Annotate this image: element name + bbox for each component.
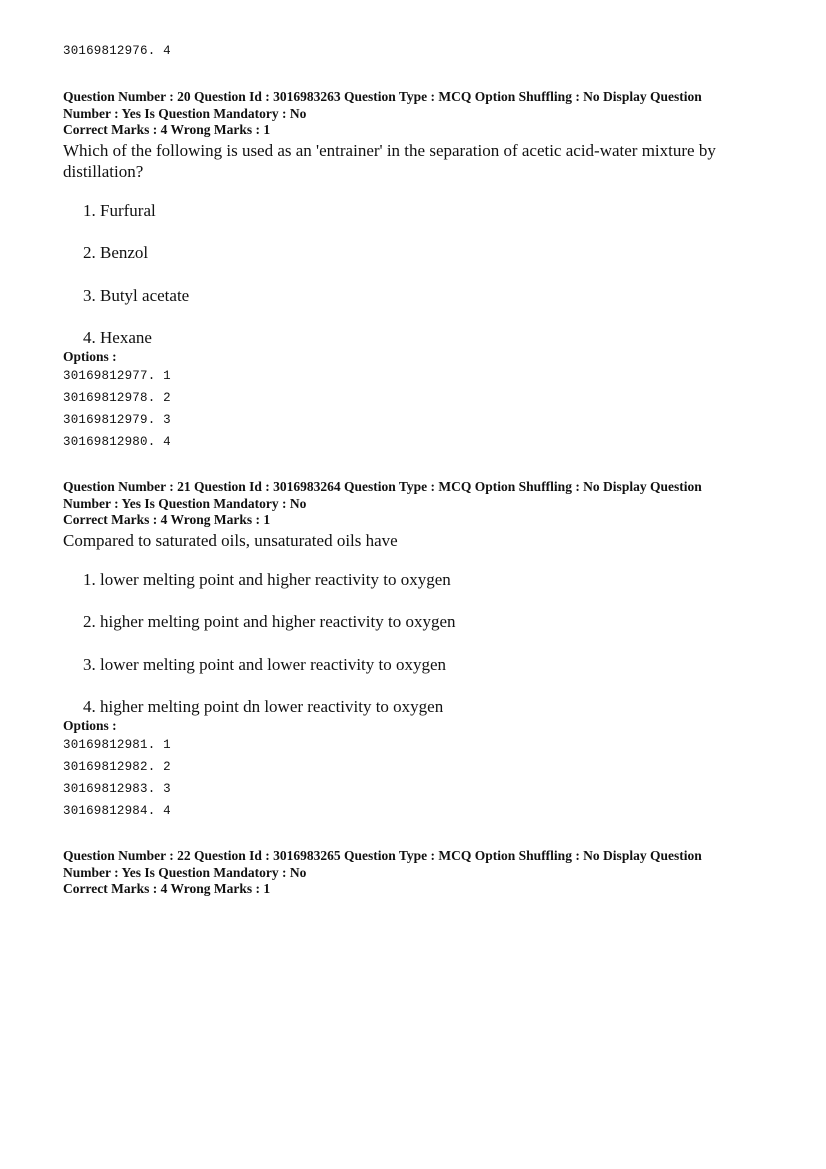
answer-choice-3: 3. Butyl acetate (83, 285, 190, 305)
document-page (63, 40, 783, 898)
question-marks: Correct Marks : 4 Wrong Marks : 1 (63, 122, 271, 137)
options-label: Options : (63, 349, 117, 364)
option-id-line: 30169812978. 2 (63, 391, 171, 405)
answer-choice-3: 3. lower melting point and lower reactivity to oxygen (83, 654, 447, 674)
question-block-22 (63, 848, 783, 898)
options-label: Options : (63, 718, 117, 733)
question-marks: Correct Marks : 4 Wrong Marks : 1 (63, 881, 271, 896)
answer-choice-4: 4. Hexane (83, 328, 152, 347)
answer-choice-4: 4. higher melting point dn lower reactivity to oxygen (83, 697, 444, 716)
option-id-line: 30169812982. 2 (63, 760, 171, 774)
question-marks: Correct Marks : 4 Wrong Marks : 1 (63, 512, 271, 527)
option-id-line: 30169812984. 4 (63, 804, 171, 818)
answer-choice-1: 1. lower melting point and higher reactivity to oxygen (83, 569, 451, 589)
question-meta-line2: Number : Yes Is Question Mandatory : No (63, 105, 307, 121)
answer-choice-1: 1. Furfural (83, 200, 156, 220)
option-id-line: 30169812977. 1 (63, 369, 171, 383)
answer-choice-2: 2. Benzol (83, 243, 149, 262)
option-id-line: 30169812981. 1 (63, 738, 171, 752)
option-id-line: 30169812980. 4 (63, 435, 171, 449)
question-meta-line2: Number : Yes Is Question Mandatory : No (63, 495, 307, 511)
previous-option-line: 30169812976. 4 (63, 44, 171, 58)
option-id-line: 30169812983. 3 (63, 782, 171, 796)
question-block-21 (63, 479, 783, 822)
question-meta-line2: Number : Yes Is Question Mandatory : No (63, 864, 307, 880)
option-id-line: 30169812979. 3 (63, 413, 171, 427)
question-text: Compared to saturated oils, unsaturated oils have (63, 530, 398, 550)
question-block-20 (63, 89, 783, 453)
question-meta-line1: Question Number : 20 Question Id : 3016983263 Question Type : MCQ Option Shuffling : No Display Question (63, 89, 702, 104)
question-text: Which of the following is used as an 'entrainer' in the separation of acetic acid-water mixture by distillation? (63, 140, 716, 181)
question-meta-line1: Question Number : 21 Question Id : 3016983264 Question Type : MCQ Option Shuffling : No Display Question (63, 479, 702, 494)
answer-choice-2: 2. higher melting point and higher reactivity to oxygen (83, 612, 456, 631)
question-meta-line1: Question Number : 22 Question Id : 3016983265 Question Type : MCQ Option Shuffling : No Display Question (63, 848, 702, 863)
